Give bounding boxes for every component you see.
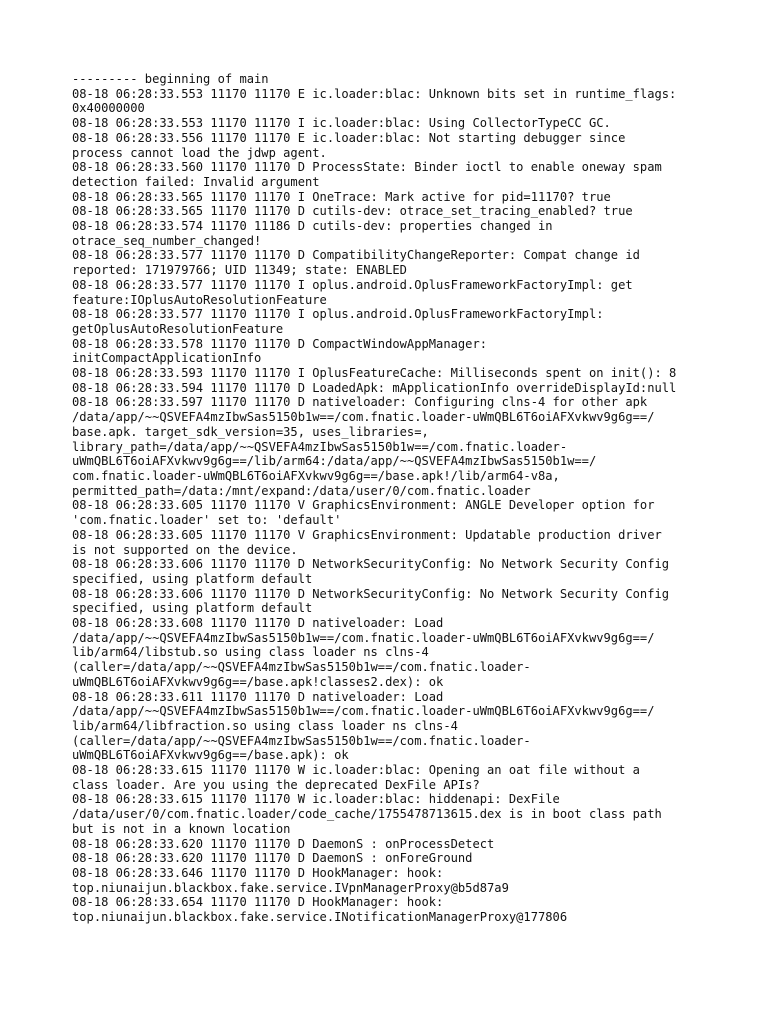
log-line: but is not in a known location (72, 821, 291, 836)
log-line: top.niunaijun.blackbox.fake.service.IVpnManagerProxy@b5d87a9 (72, 880, 509, 895)
log-line: 08-18 06:28:33.594 11170 11170 D LoadedApk: mApplicationInfo overrideDisplayId:null (72, 380, 677, 395)
log-line: feature:IOplusAutoResolutionFeature (72, 292, 327, 307)
log-line: 08-18 06:28:33.608 11170 11170 D nativeloader: Load (72, 616, 444, 631)
log-line: permitted_path=/data:/mnt/expand:/data/user/0/com.fnatic.loader (72, 483, 531, 498)
log-line: 08-18 06:28:33.553 11170 11170 I ic.loader:blac: Using CollectorTypeCC GC. (72, 116, 611, 131)
log-line: base.apk. target_sdk_version=35, uses_libraries=, (72, 424, 429, 439)
log-line: lib/arm64/libstub.so using class loader ns clns-4 (72, 645, 429, 660)
log-line: class loader. Are you using the deprecated DexFile APIs? (72, 777, 480, 792)
log-line: 08-18 06:28:33.615 11170 11170 W ic.loader:blac: Opening an oat file without a (72, 763, 640, 778)
log-line: 08-18 06:28:33.565 11170 11170 I OneTrace: Mark active for pid=11170? true (72, 189, 611, 204)
log-line: 08-18 06:28:33.620 11170 11170 D DaemonS : onProcessDetect (72, 836, 495, 851)
log-line: /data/user/0/com.fnatic.loader/code_cache/1755478713615.dex is in boot class path (72, 807, 662, 822)
log-line: process cannot load the jdwp agent. (72, 145, 327, 160)
log-line: specified, using platform default (72, 601, 313, 616)
log-text-block (72, 72, 702, 925)
log-line: lib/arm64/libfraction.so using class loader ns clns-4 (72, 718, 458, 733)
log-line: 'com.fnatic.loader' set to: 'default' (72, 513, 342, 528)
log-line: 08-18 06:28:33.577 11170 11170 D CompatibilityChangeReporter: Compat change id (72, 248, 640, 263)
log-line: com.fnatic.loader-uWmQBL6T6oiAFXvkwv9g6g==/base.apk!/lib/arm64-v8a, (72, 468, 560, 483)
log-line: uWmQBL6T6oiAFXvkwv9g6g==/lib/arm64:/data/app/~~QSVEFA4mzIbwSas5150b1w==/ (72, 454, 597, 469)
log-line: detection failed: Invalid argument (72, 174, 320, 189)
log-line: uWmQBL6T6oiAFXvkwv9g6g==/base.apk): ok (72, 748, 349, 763)
log-line: 08-18 06:28:33.574 11170 11186 D cutils-dev: properties changed in (72, 219, 553, 234)
log-line: 08-18 06:28:33.611 11170 11170 D nativeloader: Load (72, 689, 444, 704)
log-line: 08-18 06:28:33.577 11170 11170 I oplus.android.OplusFrameworkFactoryImpl: (72, 307, 604, 322)
log-line: 08-18 06:28:33.606 11170 11170 D NetworkSecurityConfig: No Network Security Config (72, 557, 670, 572)
log-line: 08-18 06:28:33.553 11170 11170 E ic.loader:blac: Unknown bits set in runtime_flags: (72, 86, 677, 101)
log-line: /data/app/~~QSVEFA4mzIbwSas5150b1w==/com.fnatic.loader-uWmQBL6T6oiAFXvkwv9g6g==/ (72, 630, 655, 645)
log-line: (caller=/data/app/~~QSVEFA4mzIbwSas5150b1w==/com.fnatic.loader- (72, 660, 531, 675)
log-line: reported: 171979766; UID 11349; state: ENABLED (72, 263, 407, 278)
log-line: getOplusAutoResolutionFeature (72, 321, 284, 336)
log-line: 08-18 06:28:33.605 11170 11170 V GraphicsEnvironment: Updatable production driver (72, 527, 662, 542)
log-line: initCompactApplicationInfo (72, 351, 262, 366)
log-line: 08-18 06:28:33.597 11170 11170 D nativeloader: Configuring clns-4 for other apk (72, 395, 648, 410)
log-line: 08-18 06:28:33.556 11170 11170 E ic.loader:blac: Not starting debugger since (72, 130, 626, 145)
log-line: 08-18 06:28:33.646 11170 11170 D HookManager: hook: (72, 865, 444, 880)
log-line: 08-18 06:28:33.654 11170 11170 D HookManager: hook: (72, 895, 444, 910)
log-line: 08-18 06:28:33.577 11170 11170 I oplus.android.OplusFrameworkFactoryImpl: get (72, 277, 633, 292)
log-line: 08-18 06:28:33.606 11170 11170 D NetworkSecurityConfig: No Network Security Config (72, 586, 670, 601)
log-line: library_path=/data/app/~~QSVEFA4mzIbwSas5150b1w==/com.fnatic.loader- (72, 439, 568, 454)
log-line: is not supported on the device. (72, 542, 298, 557)
log-line: 08-18 06:28:33.615 11170 11170 W ic.loader:blac: hiddenapi: DexFile (72, 792, 560, 807)
log-line: /data/app/~~QSVEFA4mzIbwSas5150b1w==/com.fnatic.loader-uWmQBL6T6oiAFXvkwv9g6g==/ (72, 410, 655, 425)
log-line: specified, using platform default (72, 571, 313, 586)
log-line: uWmQBL6T6oiAFXvkwv9g6g==/base.apk!classes2.dex): ok (72, 674, 444, 689)
log-line: 08-18 06:28:33.593 11170 11170 I OplusFeatureCache: Milliseconds spent on init(): 8 (72, 366, 677, 381)
log-line: 0x40000000 (72, 101, 145, 116)
log-line: 08-18 06:28:33.605 11170 11170 V GraphicsEnvironment: ANGLE Developer option for (72, 498, 655, 513)
log-line: /data/app/~~QSVEFA4mzIbwSas5150b1w==/com.fnatic.loader-uWmQBL6T6oiAFXvkwv9g6g==/ (72, 704, 655, 719)
log-line: 08-18 06:28:33.620 11170 11170 D DaemonS : onForeGround (72, 851, 473, 866)
log-line: --------- beginning of main (72, 72, 269, 86)
log-line: 08-18 06:28:33.565 11170 11170 D cutils-dev: otrace_set_tracing_enabled? true (72, 204, 633, 219)
log-line: top.niunaijun.blackbox.fake.service.INotificationManagerProxy@177806 (72, 910, 568, 925)
log-line: 08-18 06:28:33.578 11170 11170 D CompactWindowAppManager: (72, 336, 488, 351)
log-line: (caller=/data/app/~~QSVEFA4mzIbwSas5150b1w==/com.fnatic.loader- (72, 733, 531, 748)
log-line: 08-18 06:28:33.560 11170 11170 D ProcessState: Binder ioctl to enable oneway spam (72, 160, 662, 175)
log-line: otrace_seq_number_changed! (72, 233, 262, 248)
